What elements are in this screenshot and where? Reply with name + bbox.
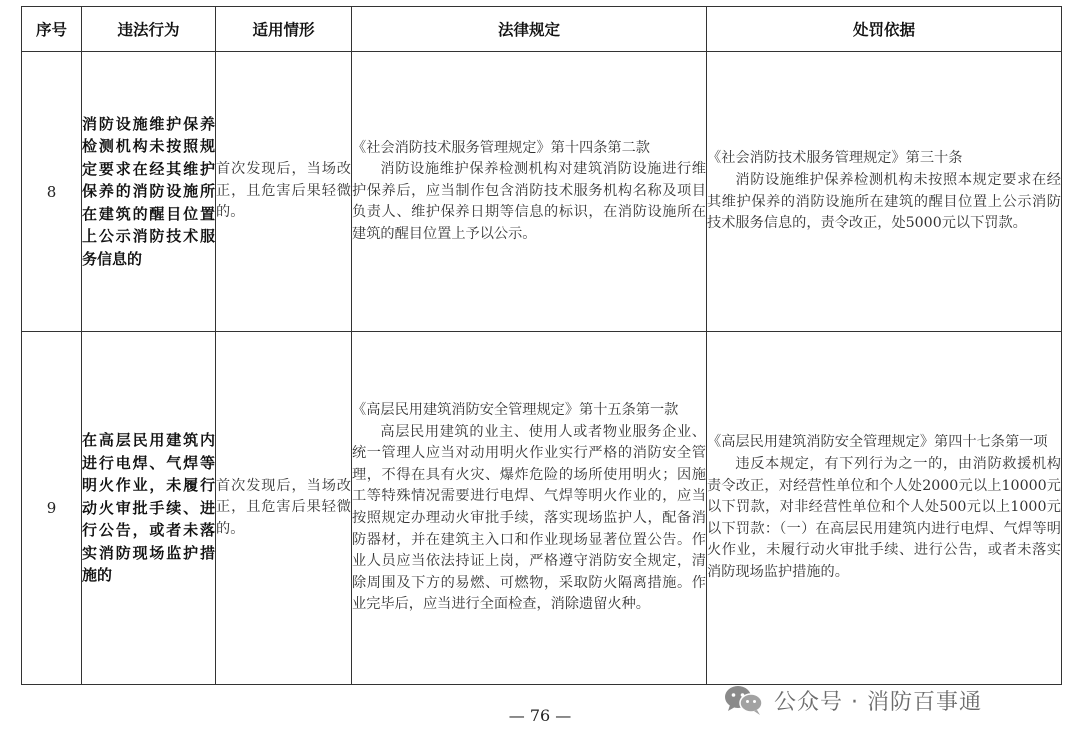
page-number: — 76 —: [508, 706, 572, 725]
table-row: [22, 52, 1062, 332]
table-row: [22, 332, 1062, 685]
row-legal-provision: [352, 332, 707, 685]
row-violation: 消防设施维护保养检测机构未按照规定要求在经其维护保养的消防设施所在建筑的醒目位置上公示消防技术服务信息的: [82, 52, 216, 332]
row-seq: 9: [22, 332, 82, 685]
row-legal-provision: [352, 52, 707, 332]
legal-provision-source: 《高层民用建筑消防安全管理规定》第十五条第一款: [352, 402, 679, 419]
header-penalty-basis: 处罚依据: [707, 7, 1062, 52]
penalty-basis-text: 消防设施维护保养检测机构未按照本规定要求在经其维护保养的消防设施所在建筑的醒目位置上公示消防技术服务信息的，责令改正，处5000元以下罚款。: [707, 171, 1061, 232]
row-violation: 在高层民用建筑内进行电焊、气焊等明火作业，未履行动火审批手续、进行公告，或者未落实消防现场监护措施的: [82, 332, 216, 685]
legal-provision-source: 《社会消防技术服务管理规定》第十四条第二款: [352, 139, 650, 156]
header-violation: 违法行为: [82, 7, 216, 52]
watermark: [722, 684, 982, 716]
legal-provision-text: 高层民用建筑的业主、使用人或者物业服务企业、统一管理人应当对动用明火作业实行严格的消防安全管理，不得在具有火灾、爆炸危险的场所使用明火；因施工等特殊情况需要进行电焊、气焊等明火作业的，应当按照规定办理动火审批手续，落实现场监护人，配备消防器材，并在建筑主入口和作业现场显著位置公告。作业人员应当依法持证上岗，严格遵守消防安全规定，清除周围及下方的易燃、可燃物，采取防火隔离措施。作业完毕后，应当进行全面检查，消除遗留火种。: [352, 423, 706, 613]
watermark-text: 公众号 · 消防百事通: [774, 689, 982, 715]
row-penalty-basis: [707, 52, 1062, 332]
penalty-basis-source: 《高层民用建筑消防安全管理规定》第四十七条第一项: [707, 434, 1048, 451]
header-legal-provision: 法律规定: [352, 7, 707, 52]
wechat-icon: [722, 684, 766, 716]
table-header-row: [22, 7, 1062, 52]
row-penalty-basis: [707, 332, 1062, 685]
header-seq: 序号: [22, 7, 82, 52]
legal-provision-text: 消防设施维护保养检测机构对建筑消防设施进行维护保养后，应当制作包含消防技术服务机构名称及项目负责人、维护保养日期等信息的标识，在消防设施所在建筑的醒目位置上予以公示。: [352, 161, 706, 242]
header-situation: 适用情形: [216, 7, 352, 52]
regulation-table: [21, 6, 1062, 685]
row-situation: 首次发现后，当场改正，且危害后果轻微的。: [216, 52, 352, 332]
row-seq: 8: [22, 52, 82, 332]
penalty-basis-text: 违反本规定，有下列行为之一的，由消防救援机构责令改正，对经营性单位和个人处2000元以上10000元以下罚款，对非经营性单位和个人处500元以上1000元以下罚款：（一）在高层民用建筑内进行电焊、气焊等明火作业，未履行动火审批手续、进行公告，或者未落实消防现场监护措施的。: [707, 456, 1061, 580]
row-situation: 首次发现后，当场改正，且危害后果轻微的。: [216, 332, 352, 685]
penalty-basis-source: 《社会消防技术服务管理规定》第三十条: [707, 150, 963, 167]
